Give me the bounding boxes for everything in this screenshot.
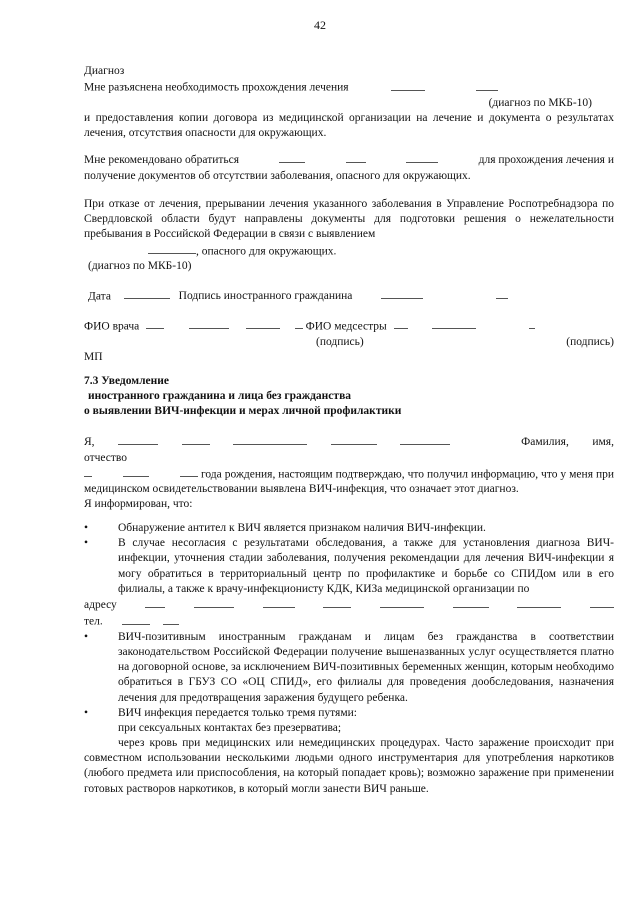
doctor-label: ФИО врача xyxy=(84,320,140,333)
page-number: 42 xyxy=(314,18,326,32)
diagnosis-block xyxy=(84,64,614,141)
info-list xyxy=(84,521,614,797)
address-label: адресу xyxy=(84,599,117,612)
refusal-text: При отказе от лечения, прерывании лечения указанного заболевания в Управление Роспотребнадзора по Свердловской области будут направлены документы для подготовки решения о нежелательности пребывания в Российской Федерации в связи с выявлением xyxy=(84,198,614,241)
bullet-icon: • xyxy=(84,537,89,550)
notice-title-line: иностранного гражданина и лица без гражданства xyxy=(88,390,352,403)
recommend-tail: для прохождения лечения и xyxy=(478,154,614,167)
doctor-blank xyxy=(146,318,164,329)
i-label: Я, xyxy=(84,436,95,449)
name-blank xyxy=(331,434,377,445)
signature-note: (подпись) xyxy=(316,335,364,348)
date-blank xyxy=(124,288,170,299)
recommend-blank xyxy=(406,152,438,163)
address-row xyxy=(84,597,614,614)
confirmation-block xyxy=(84,434,614,513)
diagnosis-blank xyxy=(391,79,425,90)
nurse-blank xyxy=(394,318,408,329)
treatment-explained-text: Мне разъяснена необходимость прохождения лечения xyxy=(84,81,349,94)
phone-label: тел. xyxy=(84,615,103,628)
date-signature-row xyxy=(88,288,618,305)
signature-blank xyxy=(381,288,423,299)
foreigner-signature-label: Подпись иностранного гражданина xyxy=(178,290,353,303)
phone-row xyxy=(84,613,614,630)
bullet-icon: • xyxy=(84,522,89,534)
birth-blank xyxy=(180,466,198,477)
list-item: • ВИЧ инфекция передается только тремя путями: xyxy=(84,706,614,721)
list-item: • ВИЧ-позитивным иностранным гражданам и лицам без гражданства в соответствии законодательством Российской Федерации получение вышеназванных услуг осуществляется платно на договорной основе, за исключением ВИЧ-позитивных беременных женщин, которым необходимо обратиться в ГБУЗ СО «ОЦ СПИД», его филиалы для проведения дообследования, назначения лечения для предотвращения заражения будущего ребенка. xyxy=(84,630,614,706)
bullet-icon: • xyxy=(84,630,89,643)
informed-text: Я информирован, что: xyxy=(84,498,193,511)
doctor-blank xyxy=(246,318,280,329)
name-blank xyxy=(400,434,450,445)
recommend-blank xyxy=(346,152,366,163)
doctor-blank xyxy=(189,318,229,329)
refusal-block xyxy=(84,197,614,274)
refusal-blank xyxy=(148,243,196,254)
signature-blank xyxy=(496,288,508,299)
name-blank xyxy=(233,434,307,445)
notice-title xyxy=(84,374,614,420)
nurse-blank xyxy=(529,318,535,329)
recommend-start: Мне рекомендовано обратиться xyxy=(84,154,240,167)
birth-blank xyxy=(84,466,92,477)
birth-blank xyxy=(123,466,149,477)
birth-text: года рождения, настоящим подтверждаю, что получил информацию, что у меня при медицинском освидетельствовании выявлена ВИЧ-инфекция, что означает этот диагноз. xyxy=(84,468,615,496)
name-label: имя, xyxy=(592,436,614,449)
icd-note: (диагноз по МКБ-10) xyxy=(488,96,592,109)
notice-title-line: 7.3 Уведомление xyxy=(84,375,170,387)
diagnosis-label: Диагноз xyxy=(84,65,125,77)
staff-signature-row xyxy=(84,318,614,365)
recommendation-block xyxy=(84,152,614,184)
stamp-place-label: МП xyxy=(84,350,103,363)
transmission-path: через кровь при медицинских или немедицинских процедурах. Часто заражение происходит при совместном использовании несколькими людьми одного инструментария для употребления наркотиков (любого предмета или приспособления, на который попадает кровь); возможно заражение при применении готовых растворов наркотиков, в который могли занести ВИЧ раньше. xyxy=(84,737,614,795)
contract-text: и предоставления копии договора из медицинской организации на лечение и документа о результатах лечения, отсутствия опасности для окружающих. xyxy=(84,111,614,140)
refusal-icd-note: (диагноз по МКБ-10) xyxy=(88,260,192,273)
recommend-rest: получение документов об отсутствии заболевания, опасного для окружающих. xyxy=(84,169,471,182)
surname-label: Фамилия, xyxy=(521,436,569,449)
bullet-icon: • xyxy=(84,706,89,719)
notice-title-line: о выявлении ВИЧ-инфекции и мерах личной профилактики xyxy=(84,405,402,418)
recommend-blank xyxy=(279,152,305,163)
doctor-blank xyxy=(295,318,303,329)
list-item: • В случае несогласия с результатами обследования, а также для установления диагноза ВИЧ-инфекции, уточнения стадии заболевания, получения рекомендации для лечения ВИЧ-инфекции я могу обратиться в территориальный центр по профилактике и борьбе со СПИДом или в его филиалы, а также к врачу-инфекционисту КДК, КИЗа медицинской организации по xyxy=(84,536,614,597)
date-label: Дата xyxy=(88,290,111,303)
nurse-blank xyxy=(432,318,476,329)
patronymic-label: отчество xyxy=(84,451,128,464)
signature-note: (подпись) xyxy=(566,335,614,348)
name-blank xyxy=(118,434,158,445)
transmission-path: при сексуальных контактах без презерватива; xyxy=(118,721,342,734)
refusal-tail: , опасного для окружающих. xyxy=(196,244,337,257)
diagnosis-blank xyxy=(476,79,498,90)
name-blank xyxy=(182,434,210,445)
nurse-label: ФИО медсестры xyxy=(305,320,387,333)
list-item: • Обнаружение антител к ВИЧ является признаком наличия ВИЧ-инфекции. xyxy=(84,521,614,536)
